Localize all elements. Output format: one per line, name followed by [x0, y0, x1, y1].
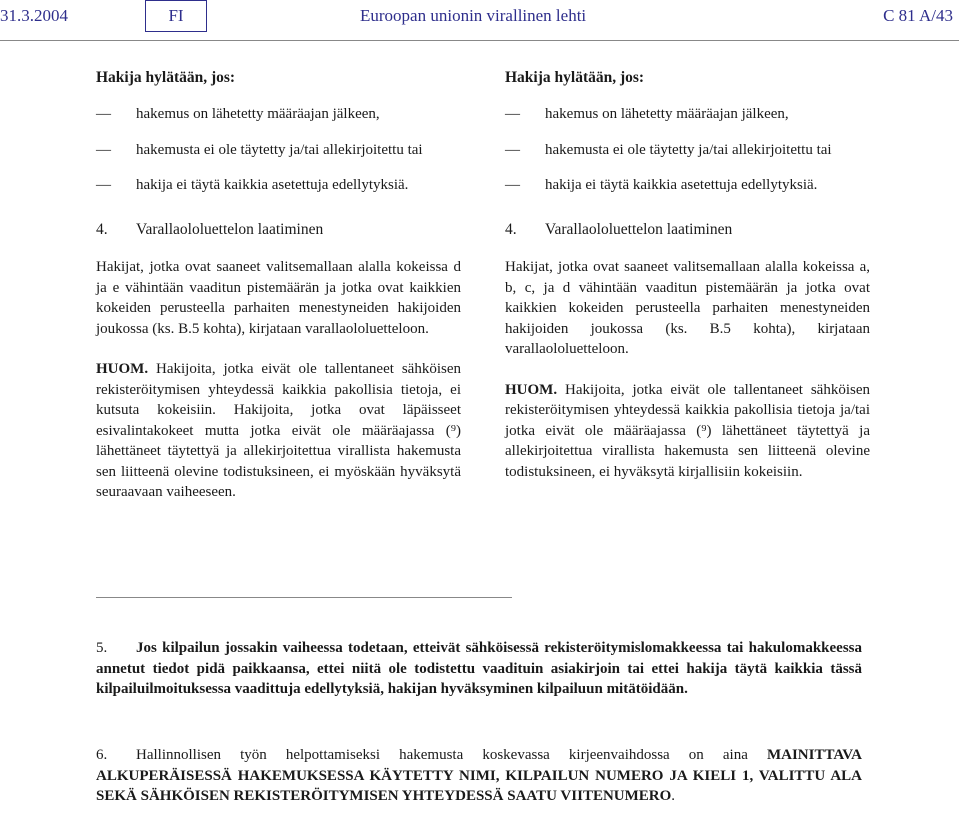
note-label: HUOM. — [505, 381, 558, 398]
section-paragraph: Hakijat, jotka ovat saaneet valitsemallaan alalla kokeissa a, b, c, ja d vähintään vaaditun pistemäärän ja jotka ovat kaikkien kokeiden perusteella parhaiten menestyneiden hakijoiden joukossa (ks. B.5 kohta), kirjataan varallaololuetteloon. — [505, 259, 870, 357]
paragraph-6-emphasis: MAINITTAVA ALKUPERÄISESSÄ HAKEMUKSESSA KÄYTETTY NIMI, KILPAILUN NUMERO JA KIELI 1, VALITTU ALA SEKÄ SÄHKÖISEN REKISTERÖITYMISEN YHTEYDESSÄ SAATU VIITENUMERO — [96, 747, 862, 804]
dash-bullet: — — [505, 177, 520, 193]
note-paragraph: HUOM. Hakijoita, jotka eivät ole tallentaneet sähköisen rekisteröitymisen yhteydessä kaikkia pakollisia tietoja, ei kutsuta kokeisiin. Hakijoita, jotka ovat läpäisseet esivalintakokeet mutta jotka eivät ole määräajassa (⁹) lähettäneet täytettyä ja allekirjoitettua virallista hakemusta sen liitteenä olevine todistuksineen, ei myöskään hyväksytä seuraavaan vaiheeseen. — [96, 361, 461, 500]
section-paragraph: Hakijat, jotka ovat saaneet valitsemallaan alalla kokeissa d ja e vähintään vaaditun pistemäärän ja jotka ovat kaikkien kokeiden perusteella parhaiten menestyneiden hakijoiden joukossa (ks. B.5 kohta), kirjataan varallaololuetteloon. — [96, 259, 461, 337]
section-heading: 4. Varallaololuettelon laatiminen — [96, 220, 324, 238]
list-item: — hakemusta ei ole täytetty ja/tai allekirjoitettu tai — [96, 140, 461, 161]
dash-bullet: — — [96, 177, 111, 193]
note-label: HUOM. — [96, 361, 149, 377]
dash-bullet: — — [96, 141, 111, 158]
page-header — [0, 0, 959, 40]
dash-bullet: — — [505, 106, 520, 122]
paragraph-6: 6. Hallinnollisen työn helpottamiseksi hakemusta koskevassa kirjeenvaihdossa on aina MAINITTAVA ALKUPERÄISESSÄ HAKEMUKSESSA KÄYTETTY NIMI, KILPAILUN NUMERO JA KIELI 1, VALITTU ALA SEKÄ SÄHKÖISEN REKISTERÖITYMISEN YHTEYDESSÄ SAATU VIITENUMERO. — [96, 747, 862, 804]
paragraph-5-text: Jos kilpailun jossakin vaiheessa todetaan, etteivät sähköisessä rekisteröitymislomakkeessa tai hakulomakkeessa annetut tiedot pidä paikkaansa, ettei niitä ole todistettu vaadituin asiakirjoin tai ettei hakija täytä kaikkia tässä kilpailuilmoituksessa vaadittuja edellytyksiä, hakijan hyväksyminen kilpailuun mitätöidään. — [96, 640, 862, 697]
page-reference: C 81 A/43 — [883, 6, 953, 25]
list-item: — hakemus on lähetetty määräajan jälkeen, — [96, 104, 461, 125]
journal-title: Euroopan unionin virallinen lehti — [360, 6, 587, 25]
dash-bullet: — — [505, 141, 520, 158]
header-divider — [0, 40, 959, 41]
columns-divider — [96, 597, 512, 598]
language-code-box: FI — [145, 0, 207, 32]
publication-date: 31.3.2004 — [0, 6, 68, 25]
rejection-heading: Hakija hylätään, jos: — [505, 69, 645, 86]
list-item: — hakija ei täytä kaikkia asetettuja edellytyksiä. — [505, 175, 870, 196]
list-item: — hakija ei täytä kaikkia asetettuja edellytyksiä. — [96, 175, 461, 196]
rejection-heading: Hakija hylätään, jos: — [96, 69, 236, 86]
note-paragraph: HUOM. Hakijoita, jotka eivät ole tallentaneet sähköisen rekisteröitymisen yhteydessä kaikkia pakollisia tietoja ja/tai jotka eivät ole määräajassa (⁹) lähettäneet täytettyä ja allekirjoitettua virallista hakemusta sen liitteenä olevine todistuksineen, ei hyväksytä kirjallisiin kokeisiin. — [505, 381, 870, 480]
left-column — [96, 68, 461, 523]
paragraph-5 — [96, 638, 862, 700]
right-column — [505, 68, 870, 502]
dash-bullet: — — [96, 106, 111, 122]
list-item: — hakemusta ei ole täytetty ja/tai allekirjoitettu tai — [505, 140, 870, 161]
paragraph-number: 5. — [96, 640, 108, 656]
paragraph-6-text: Hallinnollisen työn helpottamiseksi hakemusta koskevassa kirjeenvaihdossa on aina — [136, 747, 767, 763]
paragraph-number: 6. — [96, 747, 108, 763]
section-heading: 4. Varallaololuettelon laatiminen — [505, 220, 733, 238]
list-item: — hakemus on lähetetty määräajan jälkeen, — [505, 104, 870, 125]
